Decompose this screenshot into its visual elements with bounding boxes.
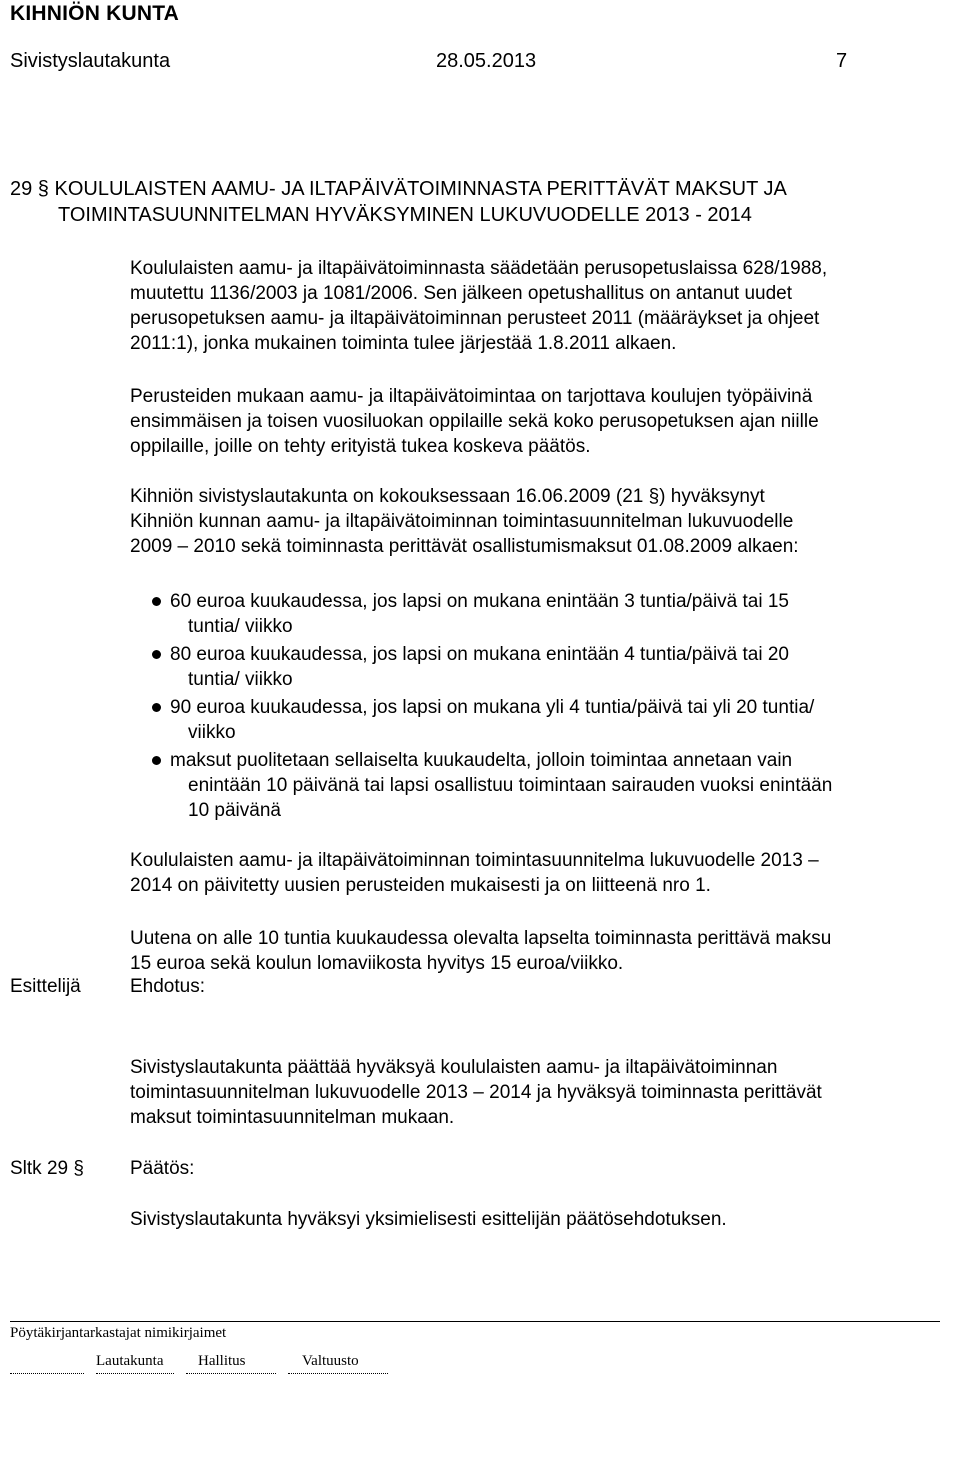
bullet-icon (152, 703, 161, 712)
list-item: 80 euroa kuukaudessa, jos lapsi on mukana enintään 4 tuntia/päivä tai 20 tuntia/ viikko (152, 642, 952, 692)
presenter-label: Esittelijä (10, 976, 81, 997)
text-line: toimintasuunnitelman lukuvuodelle 2013 – 2014 ja hyväksyä toiminnasta perittävät (130, 1082, 822, 1103)
text-line: Sivistyslautakunta päättää hyväksyä koululaisten aamu- ja iltapäivätoiminnan (130, 1057, 778, 1078)
proposal-heading: Ehdotus: (130, 976, 205, 997)
text-line: 15 euroa sekä koulun lomaviikosta hyvitys 15 euroa/viikko. (130, 953, 624, 974)
page-number: 7 (836, 50, 848, 72)
text-line: Koululaisten aamu- ja iltapäivätoiminnan toimintasuunnitelma lukuvuodelle 2013 – (130, 850, 819, 871)
section-title-line-2: TOIMINTASUUNNITELMAN HYVÄKSYMINEN LUKUVUODELLE 2013 - 2014 (58, 204, 752, 226)
text-line: Perusteiden mukaan aamu- ja iltapäivätoimintaa on tarjottava koulujen työpäivinä (130, 386, 813, 407)
signature-line (96, 1373, 174, 1374)
text-line: muutettu 1136/2003 ja 1081/2006. Sen jälkeen opetushallitus on antanut uudet (130, 283, 793, 304)
paragraph-new-fee (130, 926, 950, 976)
decision-label: Sltk 29 § (10, 1158, 84, 1179)
organization-name: KIHNIÖN KUNTA (10, 2, 180, 25)
decision-text: Sivistyslautakunta hyväksyi yksimielisesti esittelijän päätösehdotuksen. (130, 1209, 727, 1230)
footer-divider (10, 1321, 940, 1322)
list-item: 90 euroa kuukaudessa, jos lapsi on mukana yli 4 tuntia/päivä tai yli 20 tuntia/ viikko (152, 695, 952, 745)
fee-list (152, 589, 952, 826)
text-line: 2011:1), jonka mukainen toiminta tulee järjestää 1.8.2011 alkaen. (130, 333, 677, 354)
paragraph-legislation (130, 256, 950, 356)
text-line: Uutena on alle 10 tuntia kuukaudessa olevalta lapselta toiminnasta perittävä maksu (130, 928, 832, 949)
text-line: perusopetuksen aamu- ja iltapäivätoiminnan perusteet 2011 (määräykset ja ohjeet (130, 308, 820, 329)
signature-line (288, 1373, 388, 1374)
signature-label: Pöytäkirjantarkastajat nimikirjaimet (10, 1325, 227, 1341)
proposal-text (130, 1055, 950, 1130)
text-line: maksut toimintasuunnitelman mukaan. (130, 1107, 455, 1128)
text-line: 2014 on päivitetty uusien perusteiden mukaisesti ja on liitteenä nro 1. (130, 875, 711, 896)
text-line: 2009 – 2010 sekä toiminnasta perittävät osallistumismaksut 01.08.2009 alkaen: (130, 536, 799, 557)
distribution-board: Lautakunta (96, 1353, 164, 1369)
text-line: ensimmäisen ja toisen vuosiluokan oppilaille sekä koko perusopetuksen ajan niille (130, 411, 819, 432)
text-line: Kihniön sivistyslautakunta on kokouksessaan 16.06.2009 (21 §) hyväksynyt (130, 486, 765, 507)
text-line: Koululaisten aamu- ja iltapäivätoiminnasta säädetään perusopetuslaissa 628/1988, (130, 258, 828, 279)
paragraph-previous-decision (130, 484, 950, 559)
paragraph-principles (130, 384, 950, 459)
bullet-icon (152, 650, 161, 659)
signature-line (10, 1373, 84, 1374)
paragraph-updated-plan (130, 848, 950, 898)
decision-heading: Päätös: (130, 1158, 195, 1179)
text-line: oppilaille, joille on tehty erityistä tukea koskeva päätös. (130, 436, 591, 457)
meeting-date: 28.05.2013 (436, 50, 537, 72)
distribution-council: Valtuusto (302, 1353, 359, 1369)
distribution-executive: Hallitus (198, 1353, 246, 1369)
section-title-line-1: 29 § KOULULAISTEN AAMU- JA ILTAPÄIVÄTOIMINNASTA PERITTÄVÄT MAKSUT JA (10, 178, 787, 200)
text-line: Kihniön kunnan aamu- ja iltapäivätoiminnan toimintasuunnitelman lukuvuodelle (130, 511, 794, 532)
board-name: Sivistyslautakunta (10, 50, 171, 72)
bullet-icon (152, 756, 161, 765)
signature-line (186, 1373, 276, 1374)
list-item: 60 euroa kuukaudessa, jos lapsi on mukana enintään 3 tuntia/päivä tai 15 tuntia/ viikko (152, 589, 952, 639)
bullet-icon (152, 597, 161, 606)
list-item: maksut puolitetaan sellaiselta kuukaudelta, jolloin toimintaa annetaan vain enintään 10 päivänä tai lapsi osallistuu toimintaan sairauden vuoksi enintään 10 päivänä (152, 748, 952, 823)
